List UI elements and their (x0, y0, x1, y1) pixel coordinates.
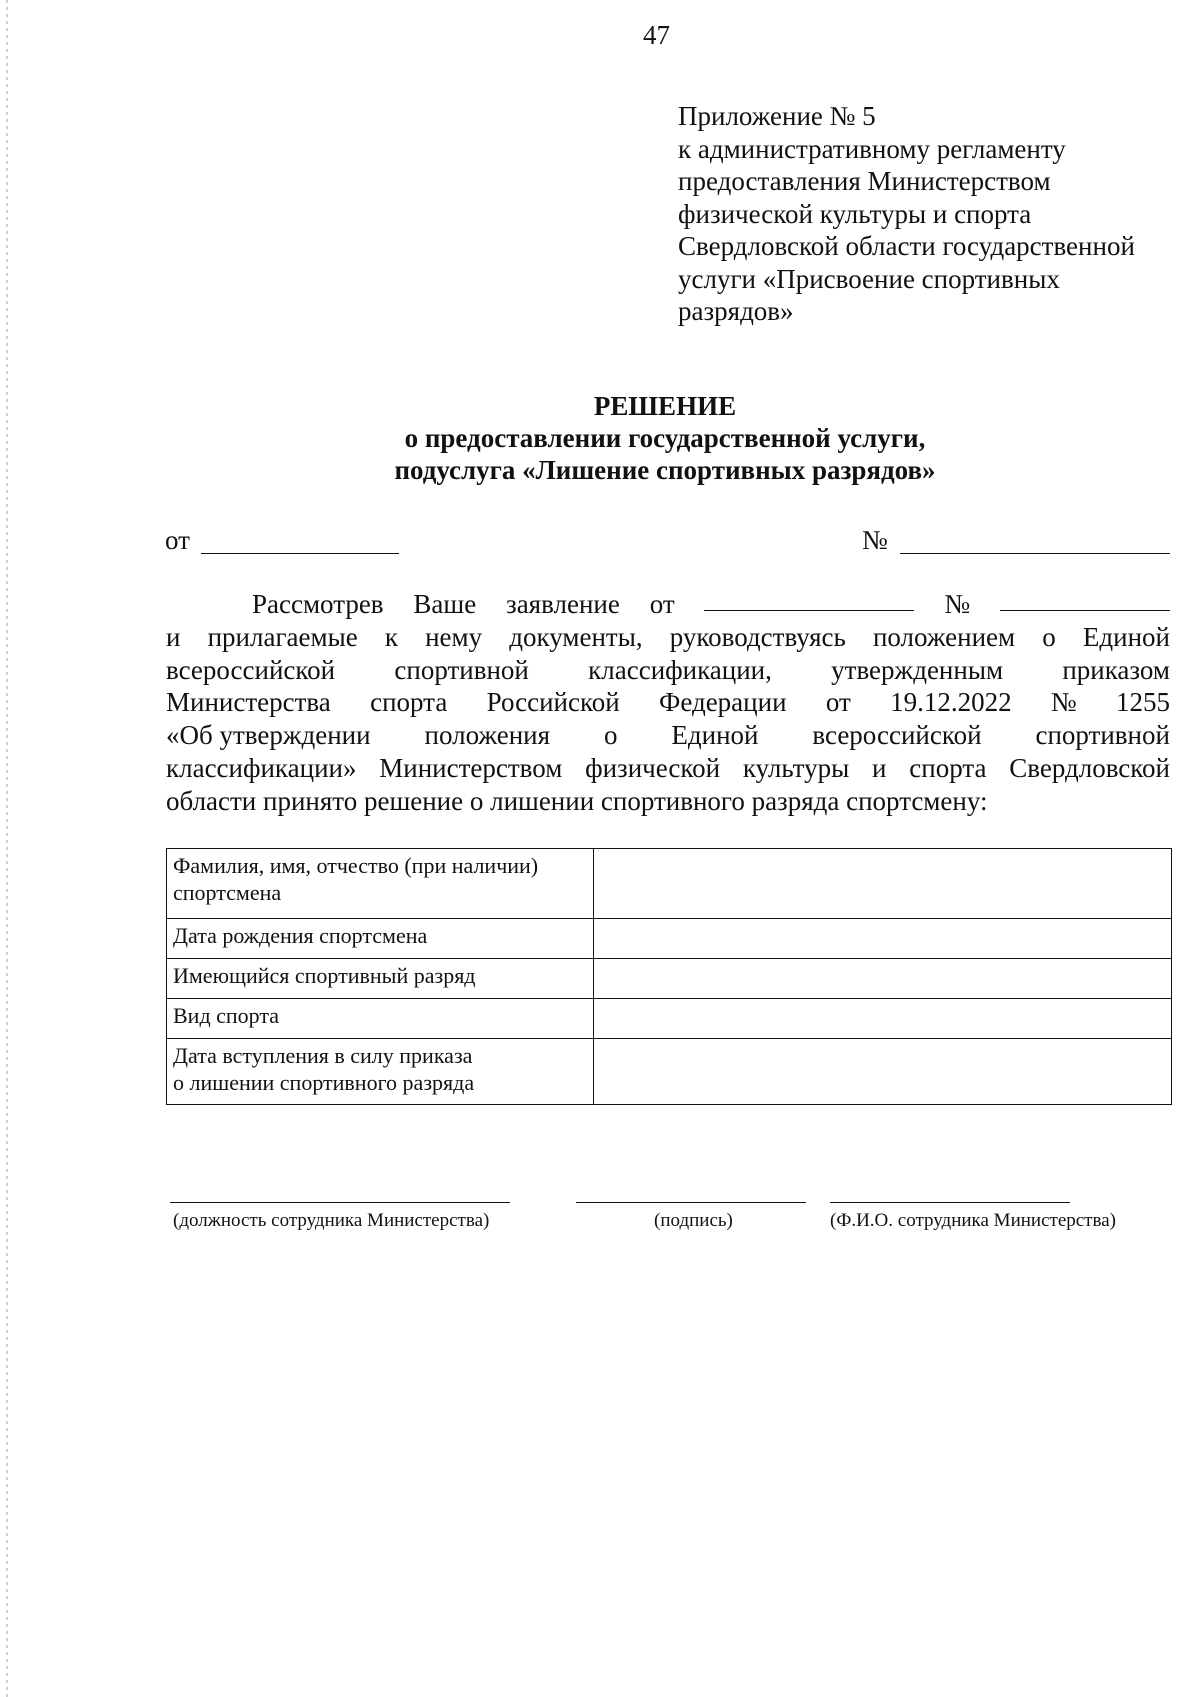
current-sport-rank-cell[interactable] (594, 959, 1172, 999)
date-from-label: от (165, 525, 190, 555)
decision-body-text (166, 588, 1170, 818)
application-number-field[interactable] (1000, 588, 1170, 611)
athlete-info-table (166, 848, 1172, 1105)
title-subservice: подуслуга «Лишение спортивных разрядов» (394, 455, 936, 485)
appendix-line: физической культуры и спорта (678, 198, 1032, 229)
decision-date-number-line (165, 525, 1165, 565)
document-title (160, 390, 1170, 486)
table-row (167, 999, 1172, 1039)
order-effective-date-cell[interactable] (594, 1039, 1172, 1105)
table-label-cell: Фамилия, имя, отчество (при наличии) спортсмена (167, 849, 594, 919)
decision-date-field[interactable] (201, 553, 399, 554)
title-subtitle: о предоставлении государственной услуги, (404, 423, 926, 453)
body-line: всероссийской спортивной классификации, утвержденным приказом (166, 654, 1170, 685)
body-line: и прилагаемые к нему документы, руководствуясь положением о Единой (166, 621, 1170, 652)
page-number: 47 (643, 20, 670, 50)
signature-caption: (подпись) (654, 1210, 733, 1231)
title-heading: РЕШЕНИЕ (593, 391, 737, 421)
athlete-birth-date-cell[interactable] (594, 919, 1172, 959)
body-line: «Об утверждении положения о Единой всероссийской спортивной (166, 720, 1170, 751)
appendix-line: разрядов» (678, 296, 794, 326)
table-row (167, 1039, 1172, 1105)
table-label-cell: Вид спорта (167, 999, 594, 1039)
position-caption: (должность сотрудника Министерства) (173, 1210, 490, 1231)
table-label-cell: Дата вступления в силу приказа о лишении спортивного разряда (167, 1039, 594, 1105)
appendix-line: Приложение № 5 (678, 101, 876, 131)
appendix-line: предоставления Министерством (678, 166, 1051, 196)
full-name-caption: (Ф.И.О. сотрудника Министерства) (830, 1210, 1116, 1231)
table-row (167, 919, 1172, 959)
table-label-cell: Дата рождения спортсмена (167, 919, 594, 959)
table-label-cell: Имеющийся спортивный разряд (167, 959, 594, 999)
body-line: классификации» Министерством физической культуры и спорта Свердловской (166, 752, 1170, 783)
body-line: области принято решение о лишении спортивного разряда спортсмену: (166, 785, 988, 816)
decision-number-field[interactable] (900, 553, 1170, 554)
scan-edge-artifact (6, 0, 8, 1697)
appendix-header (678, 100, 1178, 328)
table-row (167, 849, 1172, 919)
appendix-line: услуги «Присвоение спортивных (678, 263, 1060, 294)
sport-type-cell[interactable] (594, 999, 1172, 1039)
table-row (167, 959, 1172, 999)
application-date-field[interactable] (704, 588, 914, 611)
body-line: Министерства спорта Российской Федерации от 19.12.2022 № 1255 (166, 687, 1170, 718)
appendix-line: Свердловской области государственной (678, 231, 1135, 261)
decision-number-label: № (862, 525, 888, 555)
athlete-full-name-cell[interactable] (594, 849, 1172, 919)
appendix-line: к административному регламенту (678, 133, 1066, 164)
body-line: Рассмотрев Ваше заявление от № (166, 588, 1170, 621)
